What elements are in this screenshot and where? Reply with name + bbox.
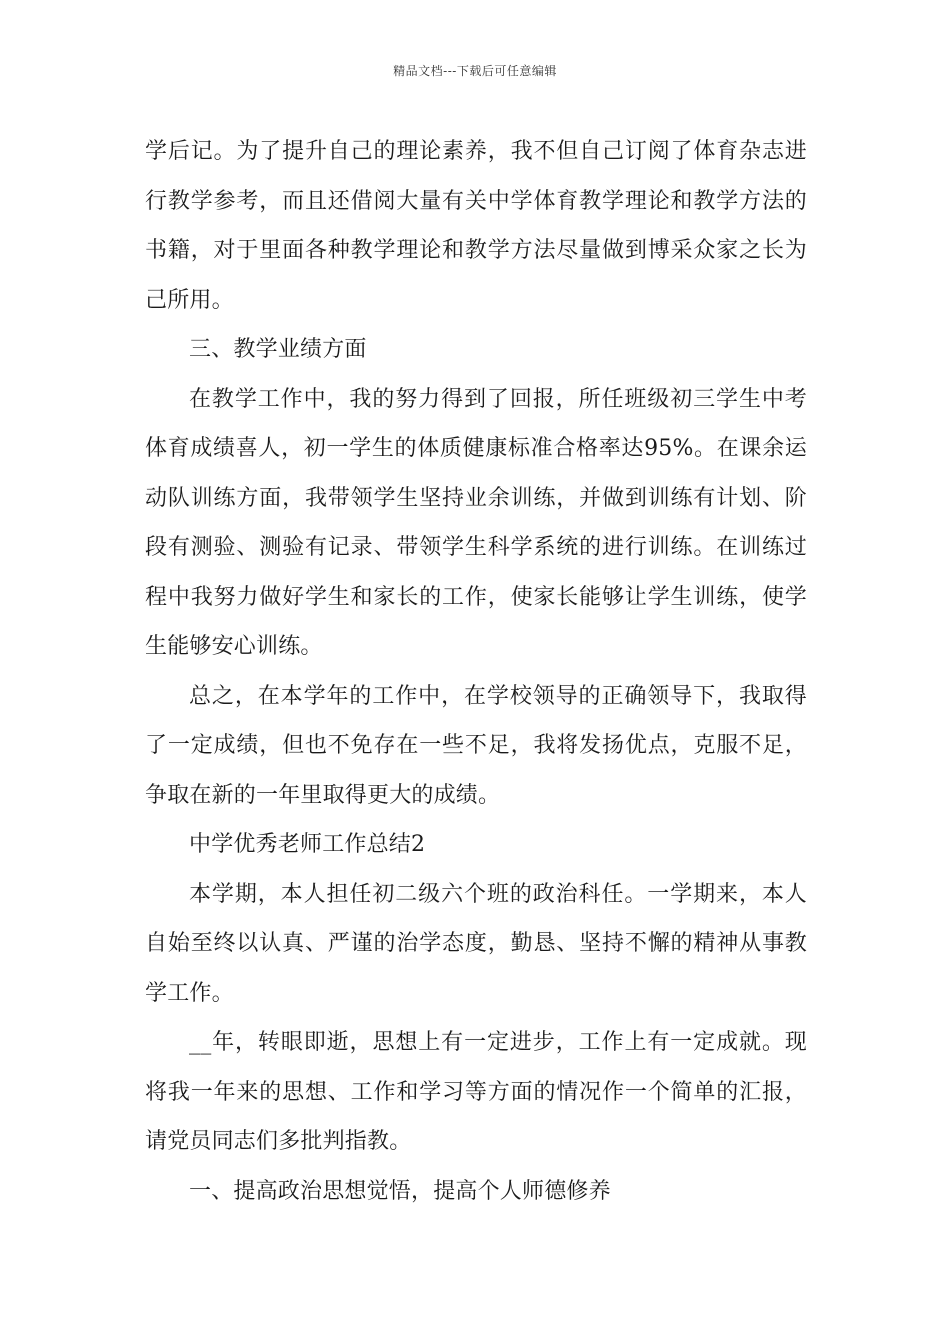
article-title-2: 中学优秀老师工作总结2 [189,832,426,857]
section-heading-political: 一、提高政治思想觉悟，提高个人师德修养 [189,1178,611,1204]
document-body [145,127,807,1216]
section-heading-teaching-results: 三、教学业绩方面 [189,337,367,362]
paragraph-5: __年，转眼即逝，思想上有一定进步，工作上有一定成就。现将我一年来的思想、工作和学习等方面的情况作一个简单的汇报，请党员同志们多批判指教。 [145,1030,807,1154]
paragraph-2: 在教学工作中，我的努力得到了回报，所任班级初三学生中考体育成绩喜人，初一学生的体质健康标准合格率达95%。在课余运动队训练方面，我带领学生坚持业余训练，并做到训练有计划、阶段有测验、测验有记录、带领学生科学系统的进行训练。在训练过程中我努力做好学生和家长的工作，使家长能够让学生训练，使学生能够安心训练。 [145,386,807,659]
paragraph-3: 总之，在本学年的工作中，在学校领导的正确领导下，我取得了一定成绩，但也不免存在一些不足，我将发扬优点，克服不足，争取在新的一年里取得更大的成绩。 [145,683,807,808]
paragraph-4: 本学期，本人担任初二级六个班的政治科任。一学期来，本人自始至终以认真、严谨的治学态度，勤恳、坚持不懈的精神从事教学工作。 [145,881,807,1006]
paragraph-1: 学后记。为了提升自己的理论素养，我不但自己订阅了体育杂志进行教学参考，而且还借阅大量有关中学体育教学理论和教学方法的书籍，对于里面各种教学理论和教学方法尽量做到博采众家之长为己所用。 [145,139,807,313]
page-header: 精品文档---下载后可任意编辑 [393,64,557,78]
